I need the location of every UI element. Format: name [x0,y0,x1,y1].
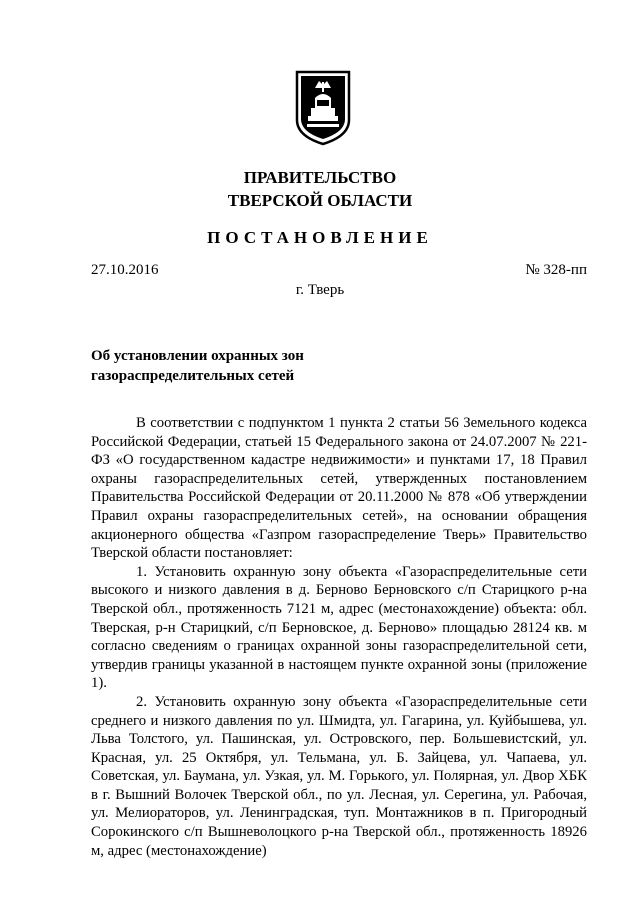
subject-line1: Об установлении охранных зон [91,348,304,364]
tver-coat-of-arms-icon [293,68,353,146]
document-date: 27.10.2016 [91,262,159,278]
document-city: г. Тверь [295,282,345,298]
document-subject [91,346,391,386]
document-body [91,414,587,860]
body-paragraph-item-2: 2. Установить охранную зону объекта «Газораспределительные сети среднего и низкого давления по ул. Шмидта, ул. Гагарина, ул. Куйбышева, ул. Льва Толстого, ул. Пашинская, ул. Островского, пер. Большевистский, ул. Красная, ул. 25 Октября, ул. Тельмана, ул. Б. Зайцева, ул. Чапаева, ул. Советская, ул. Баумана, ул. Узкая, ул. М. Горького, ул. Полярная, ул. Двор ХБК в г. Вышний Волочек Тверской обл., по ул. Лесная, ул. Серегина, ул. Рабочая, ул. Мелиораторов, ул. Ленинградская, туп. Монтажников в п. Пригородный Сорокинского с/п Вышневолоцкого р-на Тверской обл., протяженность 18926 м, адрес (местонахождение) [91,693,587,859]
government-name-line2: ТВЕРСКОЙ ОБЛАСТИ [227,191,413,210]
body-paragraph-preamble: В соответствии с подпунктом 1 пункта 2 статьи 56 Земельного кодекса Российской Федерации, статьей 15 Федерального закона от 24.07.2007 № 221-ФЗ «О государственном кадастре недвижимости» и пунктами 17, 18 Правил охраны газораспределительных сетей, утвержденных постановлением Правительства Российской Федерации от 20.11.2000 № 878 «Об утверждении Правил охраны газораспределительных сетей», на основании обращения акционерного общества «Газпром газораспределение Тверь» Правительство Тверской области постановляет: [91,415,587,562]
subject-line2: газораспределительных сетей [91,368,295,384]
document-number: № 328-пп [525,262,587,278]
body-paragraph-item-1: 1. Установить охранную зону объекта «Газораспределительные сети высокого и низкого давления в д. Берново Берновского с/п Старицкого р-на Тверской обл., протяженность 7121 м, адрес (местонахождение) объекта: обл. Тверская, р-н Старицкий, с/п Берновское, д. Берново» площадью 28124 кв. м согласно сведениям о границах охранной зоны газораспределительной сети, утвердив границы указанной в настоящем пункте охранной зоны (приложение 1). [91,563,587,692]
document-type-title: ПОСТАНОВЛЕНИЕ [207,228,433,247]
government-name-line1: ПРАВИТЕЛЬСТВО [243,168,397,187]
